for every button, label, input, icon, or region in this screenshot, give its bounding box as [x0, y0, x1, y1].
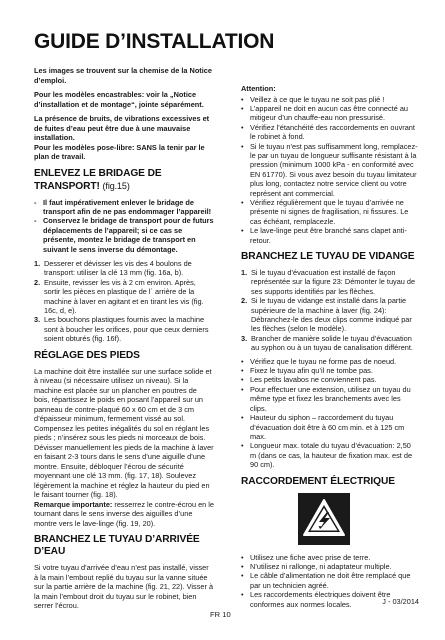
attention-item	[241, 123, 419, 142]
heading-transport-ref: (fig.15)	[102, 180, 130, 191]
transport-step	[34, 278, 214, 316]
drain-step	[241, 296, 419, 334]
list-item-text: Le lave-linge peut être branché sans clapet anti-retour.	[250, 226, 407, 245]
heading-feet: RÉGLAGE DES PIEDS	[34, 349, 140, 361]
heading-transport	[34, 168, 214, 193]
heading-transport-text: ENLEVEZ LE BRIDAGE DE TRANSPORT!	[34, 167, 162, 192]
list-marker: •	[241, 94, 244, 104]
intro-images-note: Les images se trouvent sur la chemise de la Notice d’emploi.	[34, 66, 212, 85]
list-item-text: Desserer et dévisser les vis des 4 boulons de transport: utiliser la clé 13 mm (fig. 16a, b).	[44, 258, 192, 278]
feet-note-label: Remarque importante:	[34, 499, 113, 509]
footer-page-number: FR 10	[210, 610, 231, 619]
list-marker: 3.	[241, 333, 248, 343]
attention-item	[241, 95, 419, 104]
list-marker: -	[34, 216, 37, 226]
heading-inlet-hose: BRANCHEZ LE TUYAU D’ARRIVÉE D’EAU	[34, 534, 200, 558]
drain-item	[241, 375, 419, 384]
list-item-text: Conservez le bridage de transport pour de futurs déplacements de l’appareil; si ce cas se présente, montez le bridage de transport en suivant le sens inverse du démontage.	[43, 216, 214, 254]
list-item-text: Si le tuyau de vidange est installé dans la partie supérieure de la machine à laver (fig. 24): Débranchez-le des deux clips comme indiqué par les flèches (selon le modèle).	[251, 296, 412, 334]
electric-item	[241, 571, 419, 590]
attention-item	[241, 198, 419, 226]
list-item-text: Vérifiez l’étanchéité des raccordements en ouvrant le robinet à fond.	[250, 122, 415, 142]
list-item-text: Utilisez une fiche avec prise de terre.	[250, 552, 371, 562]
list-marker: •	[241, 226, 244, 236]
drain-item	[241, 441, 419, 469]
list-item-text: Si le tuyau n’est pas suffisamment long, remplacez- le par un tuyau de longueur suffisante résistant à la pression (minimum 1000 kPa - en conformité avec EN 61770). Si vous avez besoin du tuyau limitateur plus long, contactez notre service client ou votre représent ant commercial.	[250, 141, 418, 198]
transport-steps	[34, 259, 214, 344]
list-marker: •	[241, 590, 244, 600]
list-marker: •	[241, 375, 244, 385]
page-title: GUIDE D’INSTALLATION	[34, 30, 275, 53]
list-item-text: Les bouchons plastiques fournis avec la machine sont à boucher les orifices, pour que ceux derniers soient obturés (fig. 16f).	[44, 315, 209, 344]
list-marker: •	[241, 571, 244, 581]
attention-item	[241, 226, 419, 245]
footer-date: J - 03/2014	[382, 597, 419, 606]
list-marker: •	[241, 141, 244, 151]
list-item-text: Le câble d’alimentation ne doit être remplacé que par un technicien agréé.	[250, 571, 411, 590]
list-item-text: Hauteur du siphon – raccordement du tuyau d’évacuation doit être à 60 cm min. et à 125 cm max.	[250, 413, 405, 441]
list-marker: 2.	[34, 277, 41, 287]
intro-noise-warning: La présence de bruits, de vibrations excessives et de fuites d’eau peut être due à une mauvaise installation.	[34, 114, 210, 142]
attention-item	[241, 104, 419, 123]
electric-item	[241, 562, 419, 571]
list-item-text: Vérifiez que le tuyau ne forme pas de noeud.	[250, 356, 397, 366]
intro-freestanding-note: Pour les modèles pose-libre: SANS la tenir par le plan de travail.	[34, 142, 205, 161]
list-item-text: Fixez le tuyau afin qu’il ne tombe pas.	[250, 366, 373, 376]
attention-list	[241, 95, 419, 246]
list-item-text: Les petits lavabos ne conviennent pas.	[250, 375, 377, 385]
feet-instructions: La machine doit être installée sur une surface solide et à niveau (si nécessaire utilisez un niveau). Si la machine est placée sur un plancher en poutres de bois, répartissez le poids en posant l’appareil sur un panneau de contre-plaqué 60 x 60 cm et de 3 cm d’épaisseur minimum, fermement vissé au sol. Compensez les petites inégalités du sol en réglant les pieds ; n’insérez sous les pieds ni morceaux de bois. Dévisser manuellement les pieds de la machine à laver en faisant 2-3 tours dans le sens d’une aiguille d’une montre. Ensuite, débloquer l’écrou de sécurité moyennant une clé 13 mm. (fig. 17, 18). Soulevez légèrement la machine et réglez la hauteur du pied en le faisant tourner (fig. 18).	[34, 366, 214, 500]
attention-item	[241, 142, 419, 198]
electric-shock-warning-icon	[298, 493, 350, 545]
list-item-text: L’appareil ne doit en aucun cas être connecté au mitigeur d’un chauffe-eau non pressurisé.	[250, 103, 409, 123]
list-item-text: Longueur max. totale du tuyau d’évacuation: 2,50 m (dans ce cas, la hauteur de fixation max. est de 90 cm).	[250, 441, 413, 470]
transport-step	[34, 315, 214, 343]
list-item-text: Pour effectuer une extension, utilisez un tuyau du même type et fixez les branchements avec les clips.	[250, 384, 411, 413]
inlet-instructions: Si votre tuyau d’arrivée d’eau n’est pas installé, visser à la main l’embout replié du tuyau sur la vanne située sur la partie arrière de la machine (fig. 21, 22). Visser à la main l’embout droit du tuyau sur le robinet, bien serrer l’écrou.	[34, 563, 214, 611]
list-item-text: Ensuite, revisser les vis à 2 cm environ. Après, sortir les pièces en plastique de l´ arrière de la machine à laver en agitant et en tirant les vis (fig. 16c, d, e).	[44, 277, 204, 315]
list-marker: •	[241, 356, 244, 366]
feet-note	[34, 500, 214, 529]
list-marker: 1.	[241, 268, 248, 277]
heading-electric: RACCORDEMENT ÉLECTRIQUE	[241, 475, 395, 487]
list-marker: •	[241, 552, 244, 562]
drain-item	[241, 357, 419, 366]
list-item-text: Veillez à ce que le tuyau ne soit pas plié !	[250, 94, 385, 104]
list-marker: 1.	[34, 258, 41, 268]
electric-item	[241, 553, 419, 562]
list-item-text: Brancher de manière solide le tuyau d’évacuation au syphon ou à un tuyau de canalisation différent.	[251, 333, 413, 353]
list-marker: -	[34, 197, 37, 207]
drain-item	[241, 385, 419, 413]
transport-step	[34, 259, 214, 278]
right-column	[241, 84, 419, 614]
feet-note-text: resserrez le contre-écrou en le tournant dans le sens inverse des aiguilles d’une montre vers le lave-linge (fig. 19, 20).	[34, 499, 214, 528]
list-marker: •	[241, 197, 244, 207]
list-item-text: Si le tuyau d’évacuation est installé de façon représentée sur la figure 23: Démonter le tuyau de ses supports identifiés par les flèches.	[251, 268, 416, 296]
drain-list	[241, 357, 419, 470]
transport-warning-item	[34, 198, 214, 217]
list-marker: 3.	[34, 315, 41, 325]
list-item-text: Vérifiez régulièrement que le tuyau d’arrivée ne présente ni signes de fragilisation, ni fissures. Le cas échéant, remplacezle.	[250, 197, 409, 226]
list-item-text: Les raccordements électriques doivent être conformes aux normes locales.	[250, 590, 391, 609]
list-marker: •	[241, 561, 244, 571]
transport-warnings	[34, 198, 214, 254]
list-marker: •	[241, 103, 244, 113]
left-column	[34, 66, 214, 616]
list-marker: •	[241, 366, 244, 376]
heading-drain-hose: BRANCHEZ LE TUYAU DE VIDANGE	[241, 251, 415, 262]
drain-step	[241, 268, 419, 296]
intro-built-in-note: Pour les modèles encastrables: voir la „Notice d’installation et de montage“, jointe séparément.	[34, 90, 204, 109]
list-marker: 2.	[241, 296, 248, 306]
drain-item	[241, 413, 419, 441]
list-item-text: N’utilisez ni rallonge, ni adaptateur multiple.	[250, 561, 392, 571]
drain-step	[241, 334, 419, 353]
list-marker: •	[241, 122, 244, 132]
list-marker: •	[241, 413, 244, 423]
transport-warning-item	[34, 216, 214, 254]
drain-item	[241, 366, 419, 375]
list-marker: •	[241, 441, 244, 451]
list-item-text: Il faut impérativement enlever le bridage de transport afin de ne pas endommager l’appareil!	[43, 197, 212, 216]
attention-label: Attention:	[241, 84, 276, 93]
drain-steps	[241, 268, 419, 353]
list-marker: •	[241, 384, 244, 394]
